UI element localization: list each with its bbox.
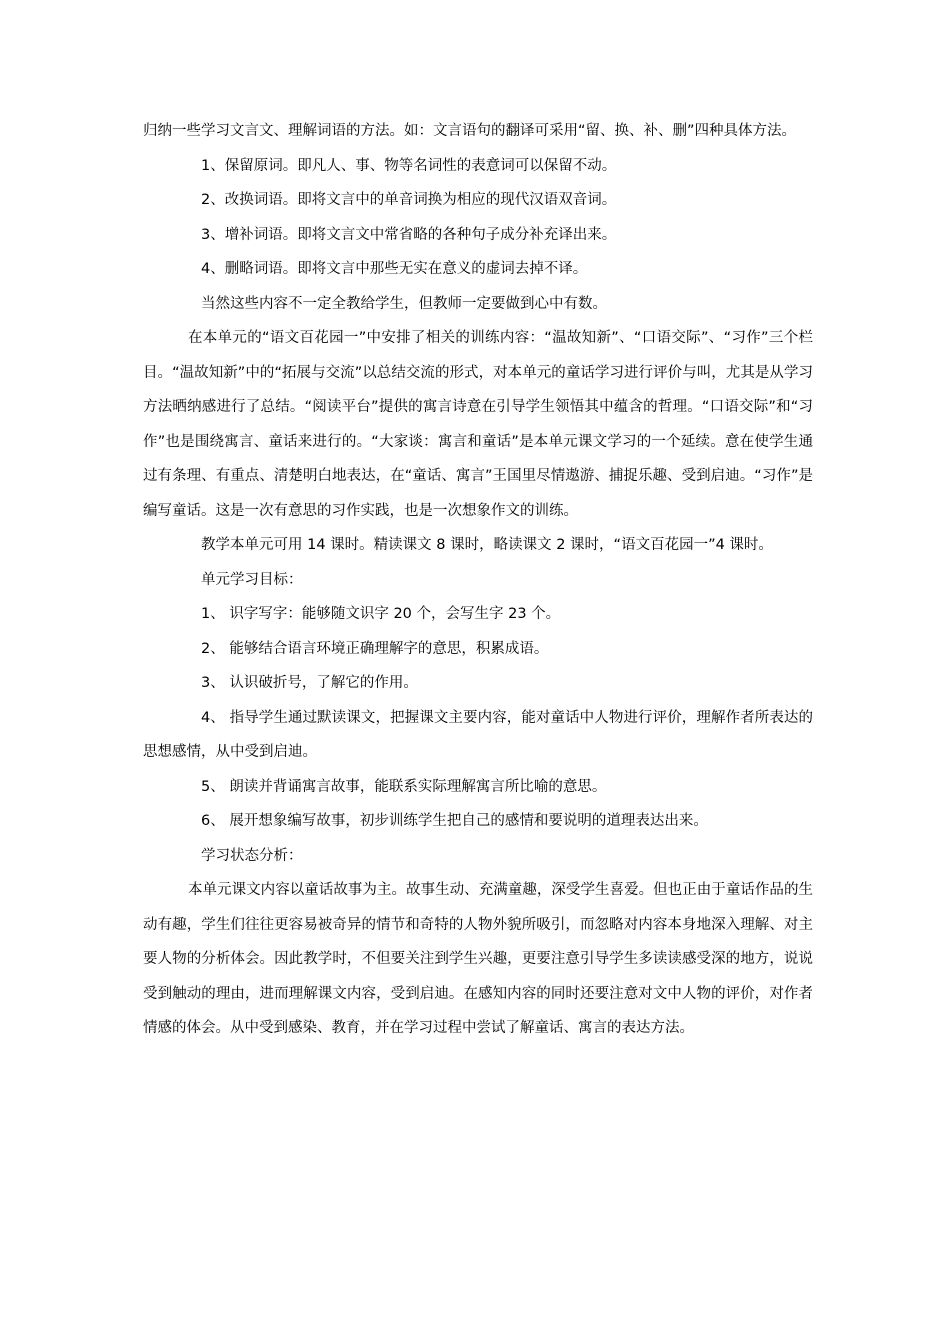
- document-page: [143, 114, 813, 1046]
- goal-item-5: 5、 朗读并背诵寓言故事，能联系实际理解寓言所比喻的意思。: [201, 778, 607, 795]
- list-item-delete-words: 4、删略词语。即将文言中那些无实在意义的虚词去掉不译。: [201, 261, 588, 277]
- paragraph-learning-analysis: 本单元课文内容以童话故事为主。故事生动、充满童趣，深受学生喜爱。但也正由于童话作品的生动有趣，学生们往往更容易被奇异的情节和奇特的人物外貌所吸引，而忽略对内容本身地深入理解、对主要人物的分析体会。因此教学时，不但要关注到学生兴趣，更要注意引导学生多读读感受深的地方，说说受到触动的理由，进而理解课文内容，受到启迪。在感知内容的同时还要注意对文中人物的评价，对作者情感的体会。从中受到感染、教育，并在学习过程中尝试了解童话、寓言的表达方法。: [143, 882, 813, 1036]
- goal-item-3: 3、 认识破折号，了解它的作用。: [201, 675, 418, 691]
- paragraph-lesson-hours: 教学本单元可用 14 课时。精读课文 8 课时，略读课文 2 课时，“语文百花园一”4 课时。: [201, 537, 773, 553]
- goal-item-4: 4、 指导学生通过默读课文，把握课文主要内容，能对童话中人物进行评价，理解作者所表达的思想感情，从中受到启迪。: [143, 709, 813, 760]
- list-item-add-words: 3、增补词语。即将文言文中常省略的各种句子成分补充译出来。: [201, 226, 617, 243]
- heading-learning-status: 学习状态分析：: [201, 847, 303, 864]
- goal-item-6: 6、 展开想象编写故事，初步训练学生把自己的感情和要说明的道理表达出来。: [201, 813, 708, 829]
- paragraph-teacher-note: 当然这些内容不一定全教给学生，但教师一定要做到心中有数。: [201, 295, 607, 312]
- heading-unit-goals: 单元学习目标：: [201, 571, 303, 588]
- list-item-keep-words: 1、保留原词。即凡人、事、物等名词性的表意词可以保留不动。: [201, 157, 617, 174]
- list-item-replace-words: 2、改换词语。即将文言中的单音词换为相应的现代汉语双音词。: [201, 192, 617, 208]
- goal-item-2: 2、 能够结合语言环境正确理解字的意思，积累成语。: [201, 640, 549, 657]
- paragraph-unit-training: 在本单元的“语文百花园一”中安排了相关的训练内容：“温故知新”、“口语交际”、“习作”三个栏目。“温故知新”中的“拓展与交流”以总结交流的形式，对本单元的童话学习进行评价与叫，尤其是从学习方法晒纳感进行了总结。“阅读平台”提供的寓言诗意在引导学生领悟其中蕴含的哲理。“口语交际”和“习作”也是围绕寓言、童话来进行的。“大家谈：寓言和童话”是本单元课文学习的一个延续。意在使学生通过有条理、有重点、清楚明白地表达，在“童话、寓言”王国里尽情遨游、捕捉乐趣、受到启迪。“习作”是编写童话。这是一次有意思的习作实践，也是一次想象作文的训练。: [143, 330, 813, 519]
- goal-item-1: 1、 识字写字：能够随文识字 20 个，会写生字 23 个。: [201, 606, 561, 622]
- paragraph-method-intro: 归纳一些学习文言文、理解词语的方法。如：文言语句的翻译可采用“留、换、补、删”四种具体方法。: [143, 123, 797, 139]
